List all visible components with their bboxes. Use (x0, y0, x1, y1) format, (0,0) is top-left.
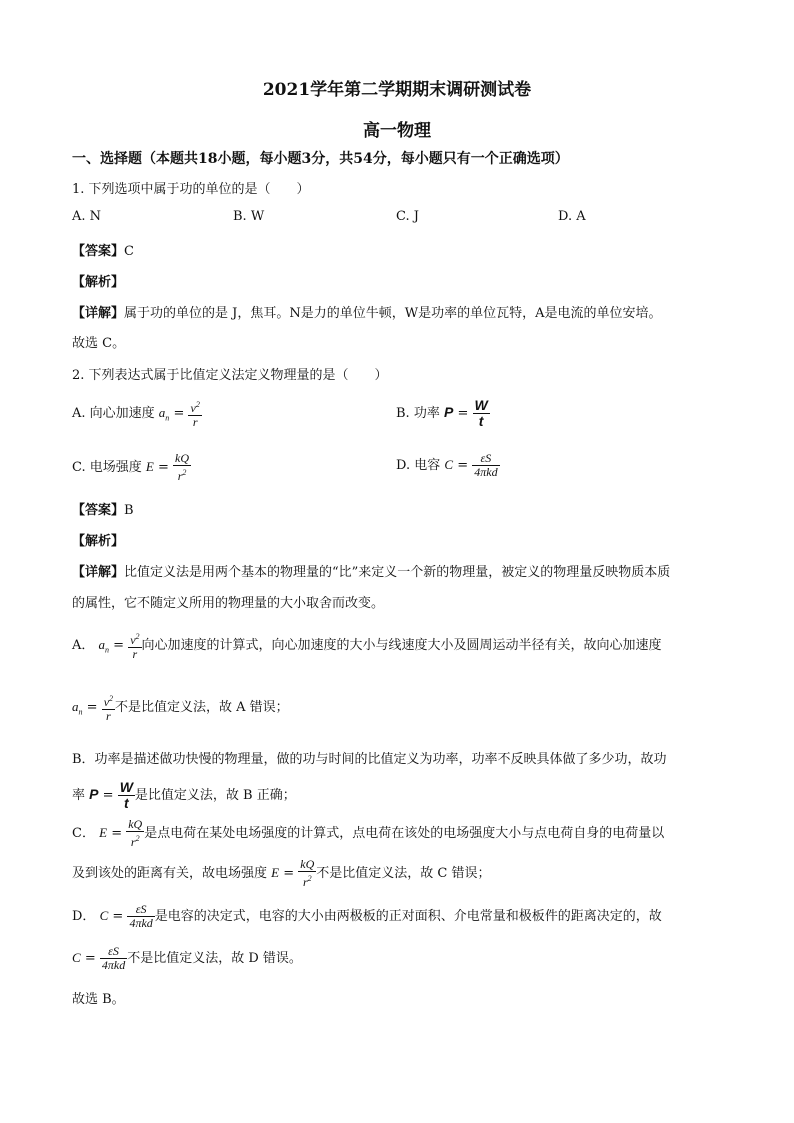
q2-detail-line2: 的属性，它不随定义所用的物理量的大小取舍而改变。 (72, 596, 385, 611)
q2-c-line1: C． E = $\frac{kQ}{r^2}$ 是点电荷在某处电场强度的计算式，点电荷在该处的电场强度大小与点电荷自身的电荷量以 (72, 817, 665, 849)
q2-d-line2: C = $\frac{\varepsilon S}{\text{4πkd}}$ 不是比值定义法，故 D 错误。 (72, 944, 302, 972)
q2-option-d: D. 电容 C = $\frac{\varepsilon S}{\text{4πkd}}$ (396, 451, 498, 479)
q2-b-line2: 率 P = $\frac{W}{t}$ 是比值定义法，故 B 正确； (72, 779, 296, 811)
q1-conclusion: 故选 C。 (72, 336, 126, 351)
q1-analysis-label: 【解析】 (72, 275, 125, 290)
q2-a-line2: $a_n$ = $\frac{v^2}{r}$ 不是比值定义法，故 A 错误； (72, 694, 289, 723)
q1-answer: 【答案】C (72, 244, 134, 259)
q1-detail: 【详解】属于功的单位的是 J，焦耳。N是力的单位牛顿，W是功率的单位瓦特，A是电流的单位安培。 (72, 306, 662, 321)
q2-option-b: B. 功率 P = $\frac{W}{t}$ (396, 397, 488, 429)
section-heading: 一、选择题（本题共18小题，每小题3分，共54分，每小题只有一个正确选项） (72, 151, 569, 167)
q2-conclusion: 故选 B。 (72, 992, 125, 1007)
q2-option-c: C. 电场强度 E = $\frac{kQ}{r^2}$ (72, 451, 190, 483)
q2-stem: 2. 下列表达式属于比值定义法定义物理量的是（ ） (72, 368, 388, 383)
q2-c-line2: 及到该处的距离有关，故电场强度 E = $\frac{kQ}{r^2}$ 不是比值定义法，故 C 错误； (72, 857, 491, 889)
q1-option-a: A. N (72, 209, 102, 224)
q2-detail-line1: 【详解】比值定义法是用两个基本的物理量的“比”来定义一个新的物理量，被定义的物理量反映物质本质 (72, 565, 671, 580)
q1-option-d: D. A (558, 209, 586, 224)
q1-option-b: B. W (233, 209, 265, 224)
page-subtitle: 高一物理 (363, 121, 431, 141)
q2-analysis-label: 【解析】 (72, 534, 125, 549)
q2-answer: 【答案】B (72, 503, 134, 518)
page-title: 2021学年第二学期期末调研测试卷 (262, 80, 532, 100)
q1-option-c: C. J (396, 209, 419, 224)
q2-b-line1: B．功率是描述做功快慢的物理量，做的功与时间的比值定义为功率，功率不反映具体做了多少功，故功 (72, 752, 667, 767)
q2-a-line1: A． $a_n$ = $\frac{v^2}{r}$ 向心加速度的计算式，向心加速度的大小与线速度大小及圆周运动半径有关，故向心加速度 (72, 632, 662, 661)
q2-option-a: A. 向心加速度 $a_n$ = $\frac{v^2}{r}$ (72, 400, 200, 429)
q1-stem: 1. 下列选项中属于功的单位的是（ ） (72, 182, 310, 197)
q2-d-line1: D． C = $\frac{\varepsilon S}{\text{4πkd}}$ 是电容的决定式，电容的大小由两极板的正对面积、介电常量和极板件的距离决定的，故 (72, 902, 662, 930)
